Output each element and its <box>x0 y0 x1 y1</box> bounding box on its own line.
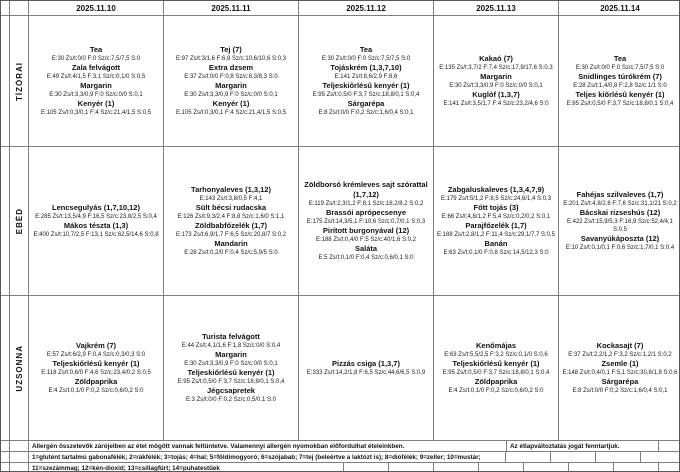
menu-item-info: E:173 Zs/t:6,9/1,7 F:6,5 Sz/c:20,8/7 S:0,2 <box>175 232 287 238</box>
date-header-row <box>1 1 679 16</box>
menu-item-name: Bácskai rizseshús (12) <box>579 208 661 217</box>
menu-item-info: E:95 Zs/t:0,5/0 F:3,7 Sz/c:18,8/0,1 S:0,4 <box>442 370 550 376</box>
row-label-tizorai: TÍZÓRAI <box>14 61 24 101</box>
menu-cell-ebed-day1 <box>29 147 164 295</box>
empty-cell <box>641 452 680 462</box>
menu-item-info: E:28 Zs/t:1,4/0,8 F:2,8 Sz/c:1/1 S:0 <box>573 83 667 89</box>
empty-cell <box>344 463 389 472</box>
menu-cell-uzsonna-day1 <box>29 296 164 440</box>
menu-item-name: Pirított burgonyával (12) <box>322 226 410 235</box>
menu-item-info: E:95 Zs/t:0,5/0 F:3,7 Sz/c:18,8/0,1 S:0,4 <box>177 379 285 385</box>
menu-item-info: E:63 Zs/t:5,5/2,5 F:3,2 Sz/c:0,1/0 S:0,6 <box>444 352 548 358</box>
menu-item-info: E:30 Zs/t:3,3/0,9 F:0 Sz/c:0/0 S:0,1 <box>449 83 543 89</box>
row-label-cell-tizorai <box>10 16 29 146</box>
menu-item-info: E:400 Zs/t:10,7/2,5 F:13,1 Sz/c:62,5/14,6 S:0,8 <box>33 232 159 238</box>
date-header-tuesday: 2025.11.11 <box>164 1 299 15</box>
empty-cell <box>389 463 434 472</box>
menu-item-name: Zala felvágott <box>71 63 121 72</box>
menu-item-info: E:135 Zs/t:3,7/2 F:7,4 Sz/c:17,9/17,6 S:0,3 <box>439 65 553 71</box>
menu-item-name: Kuglóf (1,3,7) <box>472 90 520 99</box>
empty-cell <box>524 463 569 472</box>
menu-item-name: Margarin <box>480 72 512 81</box>
menu-item-name: Tea <box>613 54 627 63</box>
menu-cell-tizorai-day2 <box>164 16 299 146</box>
menu-item-info: E:49 Zs/t:4/1,5 F:3,1 Sz/c:0,1/0 S:0,5 <box>46 74 146 80</box>
menu-item-info: E:57 Zs/t:6/2,9 F:0,4 Sz/c:0,3/0,3 S:0 <box>46 352 146 358</box>
menu-item-info: E:66 Zs/t:4,8/1,2 F:5,4 Sz/c:0,2/0,2 S:0,1 <box>441 214 551 220</box>
menu-item-info: E:10 Zs/t:0,1/0,1 F:0,6 Sz/c:1,7/0,1 S:0,4 <box>565 245 675 251</box>
menu-item-name: Parajfőzelék (1,7) <box>465 221 527 230</box>
menu-item-info: E:105 Zs/t:0,3/0,1 F:4 Sz/c:21,4/1,5 S:0,5 <box>175 110 287 116</box>
menu-item-info: E:30 Zs/t:3,3/0,9 F:0 Sz/c:0/0 S:0,1 <box>49 92 143 98</box>
menu-item-name: Kakaó (7) <box>479 54 513 63</box>
menu-item-info: E:4 Zs/t:0,1/0 F:0,2 Sz/c:0,6/0,2 S:0 <box>48 388 144 394</box>
menu-item-info: E:37 Zs/t:2,2/1,2 F:3,2 Sz/c:1,2/1 S:0,2 <box>568 352 672 358</box>
menu-cell-uzsonna-day4 <box>434 296 559 440</box>
menu-item-name: Pizzás csiga (1,3,7) <box>332 359 400 368</box>
footer-label-spacer <box>10 452 29 462</box>
allergen-legend-line1: 1=glutént tartalmú gabonafélék; 2=rákfélék; 3=tojás; 4=hal; 5=földimogyoró; 6=szójabab; 7=tej (beleértve a laktózt is); 8=diófélék; 9=zeller; 10=mustár; <box>29 452 506 462</box>
menu-cell-tizorai-day5 <box>559 16 680 146</box>
menu-item-info: E:5 Zs/t:0,1/0 F:0,4 Sz/c:0,6/0,1 S:0 <box>318 255 414 261</box>
menu-item-name: Kenőmájas <box>475 341 517 350</box>
menu-item-info: E:63 Zs/t:0,1/0 F:0,8 Sz/c:14,5/12,3 S:0 <box>443 250 549 256</box>
menu-item-name: Jégcsapretek <box>207 386 255 395</box>
menu-item-name: Mandarin <box>214 239 248 248</box>
menu-item-info: E:8 Zs/t:0/0 F:0,2 Sz/c:1,6/0,4 S:0,1 <box>572 388 668 394</box>
footer-row-legend-2 <box>1 463 679 472</box>
menu-item-info: E:422 Zs/t:15,9/5,3 F:16,9 Sz/c:52,4/4,1 S:0,5 <box>566 219 674 233</box>
menu-item-name: Extra dzsem <box>208 63 254 72</box>
menu-item-info: E:37 Zs/t:0/0 F:0,8 Sz/c:8,3/8,3 S:0 <box>184 74 278 80</box>
date-header-friday: 2025.11.14 <box>600 3 640 13</box>
menu-item-info: E:105 Zs/t:0,3/0,1 F:4 Sz/c:21,4/1,5 S:0,5 <box>40 110 152 116</box>
menu-item-info: E:8 Zs/t:0/0 F:0,2 Sz/c:1,6/0,4 S:0,1 <box>318 110 414 116</box>
menu-item-info: E:141 Zs/t:3,5/1,7 F:4 Sz/c:23,2/4,6 S:0 <box>443 101 549 107</box>
date-header-wednesday: 2025.11.12 <box>299 1 434 15</box>
footer-label-spacer <box>10 441 29 451</box>
menu-cell-ebed-day4 <box>434 147 559 295</box>
menu-item-name: Teljeskiőrlésű kenyér (1) <box>187 368 275 377</box>
menu-item-name: Margarin <box>215 350 247 359</box>
menu-item-name: Kenyér (1) <box>77 99 115 108</box>
menu-item-name: Teljeskiőrlésű kenyér (1) <box>322 81 410 90</box>
menu-item-info: E:285 Zs/t:13,5/4,9 F:16,5 Sz/c:23,8/2,5 S:0,4 <box>35 214 157 220</box>
empty-cell <box>596 452 641 462</box>
menu-item-info: E:3 Zs/t:0/0 F:0,2 Sz/c:0,5/0,1 S:0 <box>185 397 277 403</box>
menu-cell-uzsonna-day3 <box>299 296 434 440</box>
row-label-ebed: EBÉD <box>14 207 24 235</box>
left-spacer <box>1 452 10 462</box>
row-uzsonna <box>1 296 679 441</box>
empty-cell <box>479 463 524 472</box>
menu-item-info: E:188 Zs/t:2,8/1,2 F:11,4 Sz/c:29,1/7,7 S:0,5 <box>437 232 555 238</box>
menu-item-info: E:30 Zs/t:0/0 F:0 Sz/c:7,5/7,5 S:0 <box>51 56 141 62</box>
menu-cell-ebed-day3 <box>299 147 434 295</box>
menu-item-name: Zabgaluskaleves (1,3,4,7,9) <box>447 185 545 194</box>
left-spacer <box>1 463 10 472</box>
menu-item-name: Saláta <box>354 244 378 253</box>
menu-item-name: Mákos tészta (1,3) <box>63 221 129 230</box>
footer-label-spacer <box>10 463 29 472</box>
menu-cell-uzsonna-day2 <box>164 296 299 440</box>
allergen-legend-line2: 11=szezámmag; 12=kén-dioxid; 13=csillagfürt; 14=puhatestűek <box>29 463 344 472</box>
menu-item-info: E:97 Zs/t:3/1,6 F:6,8 Sz/c:10,6/10,6 S:0,3 <box>175 56 287 62</box>
menu-item-info: E:179 Zs/t:5/1,2 F:8,5 Sz/c:24,6/1,4 S:0,3 <box>440 196 552 202</box>
menu-cell-ebed-day5 <box>559 147 680 295</box>
menu-item-name: Vajkrém (7) <box>75 341 117 350</box>
menu-item-info: E:28 Zs/t:0,2/0 F:0,4 Sz/c:5,9/5 S:0 <box>184 250 278 256</box>
menu-item-name: Tea <box>89 45 103 54</box>
menu-item-info: E:30 Zs/t:3,3/0,9 F:0 Sz/c:0/0 S:0,1 <box>184 92 278 98</box>
menu-item-name: Kockasajt (7) <box>596 341 644 350</box>
menu-item-info: E:44 Zs/t:4,1/1,6 F:1,8 Sz/c:0/0 S:0,4 <box>181 343 281 349</box>
menu-item-name: Teljeskiőrlésű kenyér (1) <box>52 359 140 368</box>
menu-item-info: E:30 Zs/t:0/0 F:0 Sz/c:7,5/7,5 S:0 <box>321 56 411 62</box>
menu-item-name: Zöldborsó krémleves sajt szórattal (1,7,12) <box>304 180 428 199</box>
menu-item-info: E:30 Zs/t:0/0 F:0 Sz/c:7,5/7,5 S:0 <box>575 65 665 71</box>
menu-item-name: Zöldpaprika <box>74 377 118 386</box>
menu-item-info: E:148 Zs/t:0,4/0,1 F:5,1 Sz/c:30,8/1,8 S:0,6 <box>562 370 678 376</box>
row-label-cell-ebed <box>10 147 29 295</box>
menu-cell-tizorai-day3 <box>299 16 434 146</box>
corner-label <box>10 1 29 15</box>
menu-item-name: Zöldpaprika <box>474 377 518 386</box>
empty-cell <box>506 452 551 462</box>
menu-item-name: Margarin <box>215 81 247 90</box>
menu-item-name: Kenyér (1) <box>212 99 250 108</box>
menu-item-info: E:175 Zs/t:14,3/5,1 F:10,6 Sz/c:0,7/0,1 S:0,3 <box>306 219 426 225</box>
menu-item-name: Tarhonyaleves (1,3,12) <box>191 185 271 194</box>
empty-cell <box>434 463 479 472</box>
menu-item-name: Snidlinges túrókrém (7) <box>578 72 662 81</box>
rights-note: Az étlapváltoztatás jogát fenntartjuk. <box>507 441 659 451</box>
menu-item-name: Teljes kiőrlésű kenyér (1) <box>575 90 665 99</box>
empty-cell <box>659 441 680 451</box>
menu-item-info: E:188 Zs/t:0,4/0 F:5 Sz/c:40/1,6 S:0,2 <box>315 237 417 243</box>
menu-item-name: Tea <box>359 45 373 54</box>
row-label-uzsonna: UZSONNA <box>14 344 24 392</box>
menu-item-name: Brassói aprópecsenye <box>325 208 407 217</box>
menu-item-name: Zöldbabfőzelék (1,7) <box>194 221 268 230</box>
menu-cell-tizorai-day4 <box>434 16 559 146</box>
menu-item-info: E:201 Zs/t:4,8/2,6 F:7,6 Sz/c:31,1/21 S:0,2 <box>563 201 677 207</box>
menu-item-info: E:95 Zs/t:0,5/0 F:3,7 Sz/c:18,8/0,1 S:0,4 <box>566 101 674 107</box>
empty-cell <box>659 463 680 472</box>
menu-item-info: E:95 Zs/t:0,5/0 F:3,7 Sz/c:18,8/0,1 S:0,4 <box>312 92 420 98</box>
footer-row-legend-1 <box>1 452 679 463</box>
menu-item-name: Sült bécsi rudacska <box>195 203 267 212</box>
menu-item-name: Savanyúkáposzta (12) <box>580 234 660 243</box>
left-spacer <box>1 147 10 295</box>
menu-item-name: Turista felvágott <box>202 332 260 341</box>
row-label-cell-uzsonna <box>10 296 29 440</box>
menu-item-name: Főtt tojás (3) <box>473 203 519 212</box>
empty-cell <box>551 452 596 462</box>
menu-item-name: Fahéjas szilvaleves (1,7) <box>576 190 664 199</box>
menu-item-name: Banán <box>484 239 508 248</box>
menu-item-info: E:141 Zs/t:8,6/2,9 F:8,6 <box>334 74 398 80</box>
menu-item-name: Sárgarépa <box>347 99 385 108</box>
menu-item-info: E:4 Zs/t:0,1/0 F:0,2 Sz/c:0,6/0,2 S:0 <box>448 388 544 394</box>
menu-item-name: Sárgarépa <box>601 377 639 386</box>
menu-item-name: Margarin <box>80 81 112 90</box>
menu-item-info: E:30 Zs/t:3,3/0,9 F:0 Sz/c:0/0 S:0,1 <box>184 361 278 367</box>
menu-cell-ebed-day2 <box>164 147 299 295</box>
left-spacer <box>1 16 10 146</box>
menu-item-info: E:118 Zs/t:0,6/0 F:4,6 Sz/c:23,4/0,2 S:0,5 <box>41 370 151 376</box>
menu-item-name: Zsemle (1) <box>601 359 639 368</box>
row-tizorai <box>1 16 679 147</box>
menu-item-info: E:333 Zs/t:14,2/1,8 F:6,5 Sz/c:44,6/6,5 S:0,9 <box>306 370 426 376</box>
menu-item-name: Lencsegulyás (1,7,10,12) <box>52 203 140 212</box>
date-header-monday: 2025.11.10 <box>29 1 164 15</box>
date-header-thursday: 2025.11.13 <box>434 1 559 15</box>
menu-cell-uzsonna-day5 <box>559 296 680 440</box>
menu-item-info: E:119 Zs/t:2,3/1,2 F:8,1 Sz/c:16,2/8,2 S:0,2 <box>308 201 424 207</box>
allergen-note: Allergén összetevők zárójelben az étel mögött vannak feltüntetve. Valamennyi allergén nyomokban előfordulhat ételeinkben. <box>29 441 507 451</box>
empty-cell <box>569 463 614 472</box>
left-spacer <box>1 441 10 451</box>
menu-item-info: E:126 Zs/t:9,3/2,4 F:8,8 Sz/c:1,6/0 S:1,1 <box>177 214 285 220</box>
menu-item-info: E:143 Zs/t:3,8/0,5 F:4,1 <box>199 196 263 202</box>
empty-cell <box>614 463 659 472</box>
menu-item-name: Tojáskrém (1,3,7,10) <box>330 63 402 72</box>
footer-row-allergen <box>1 441 679 452</box>
menu-item-name: Tej (7) <box>220 45 242 54</box>
row-ebed <box>1 147 679 296</box>
left-spacer <box>1 296 10 440</box>
menu-item-name: Teljeskiőrlésű kenyér (1) <box>452 359 540 368</box>
corner-spacer <box>1 1 10 15</box>
menu-cell-tizorai-day1 <box>29 16 164 146</box>
